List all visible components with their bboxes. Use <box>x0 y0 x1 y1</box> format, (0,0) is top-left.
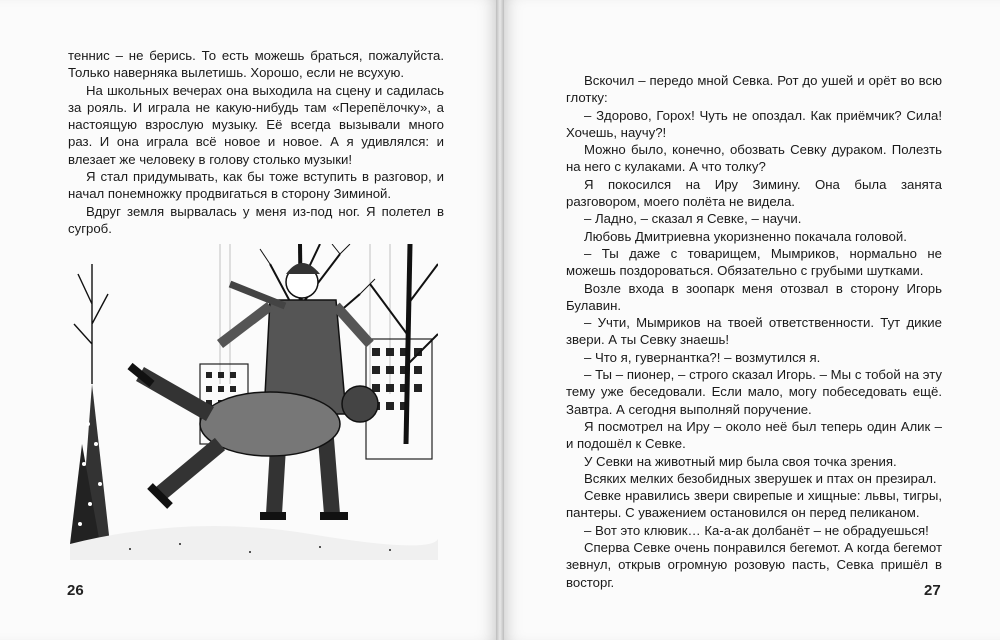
paragraph: Я покосился на Иру Зимину. Она была занята разговором, моего полёта не видела. <box>566 176 942 210</box>
illustration-boys-snow <box>70 244 438 560</box>
right-page-text <box>566 72 942 591</box>
paragraph: – Что я, гувернантка?! – возмутился я. <box>584 349 821 365</box>
paragraph: – Учти, Мымриков на твоей ответственности. Тут дикие звери. А ты Севку знаешь! <box>566 315 942 348</box>
paragraph: – Здорово, Горох! Чуть не опоздал. Как приёмчик? Сила! Хочешь, научу?! <box>566 107 942 140</box>
paragraph: На школьных вечерах она выходила на сцену и садилась за рояль. И играла не какую-нибудь там «Перепёлочку», а настоящую взрослую музыку. Её всегда вызывали много раз. И она играла всё новое и новое. А я удивлялся: и влезает же человеку в голову столько музыки! <box>68 82 444 167</box>
left-page-text <box>68 47 444 237</box>
paragraph: – Ладно, – сказал я Севке, – научи. <box>584 211 802 227</box>
page-number: 26 <box>67 582 84 599</box>
paragraph: Вдруг земля вырвалась у меня из-под ног. Я полетел в сугроб. <box>68 203 444 236</box>
paragraph: Я посмотрел на Иру – около неё был теперь один Алик – и подошёл к Севке. <box>566 418 942 452</box>
page-number: 27 <box>924 582 941 599</box>
paragraph: Севке нравились звери свирепые и хищные: львы, тигры, пантеры. С уважением остановился он перед пеликаном. <box>566 488 942 521</box>
paragraph: Любовь Дмитриевна укоризненно покачала головой. <box>584 228 907 244</box>
paragraph: Всяких мелких безобидных зверушек и птах он презирал. <box>584 470 937 486</box>
right-page <box>504 0 1000 640</box>
left-page <box>0 0 496 640</box>
paragraph: Вскочил – передо мной Севка. Рот до ушей и орёт во всю глотку: <box>566 73 942 106</box>
paragraph: Возле входа в зоопарк меня отозвал в сторону Игорь Булавин. <box>566 280 942 313</box>
paragraph: – Ты даже с товарищем, Мымриков, нормально не можешь поздороваться. Обязательно с грубыми шутками. <box>566 245 942 279</box>
paragraph: теннис – не берись. То есть можешь браться, пожалуйста. Только наверняка вылетишь. Хорошо, если не всухую. <box>68 48 444 81</box>
book-gutter <box>496 0 504 640</box>
paragraph: Я стал придумывать, как бы тоже вступить в разговор, и начал понемножку продвигаться в сторону Зиминой. <box>68 169 444 202</box>
paragraph: – Вот это клювик… Ка-а-ак долбанёт – не обрадуешься! <box>584 522 929 538</box>
paragraph: Можно было, конечно, обозвать Севку дураком. Полезть на него с кулаками. А что толку? <box>566 142 942 175</box>
paragraph: Сперва Севке очень понравился бегемот. А когда бегемот зевнул, открыв огромную розовую пасть, Севка пришёл в восторг. <box>566 540 942 590</box>
paragraph: У Севки на животный мир была своя точка зрения. <box>584 453 897 469</box>
paragraph: – Ты – пионер, – строго сказал Игорь. – Мы с тобой на эту тему уже беседовали. Если мало, могу побеседовать ещё. Завтра. А сегодня выполняй поручение. <box>566 367 942 417</box>
